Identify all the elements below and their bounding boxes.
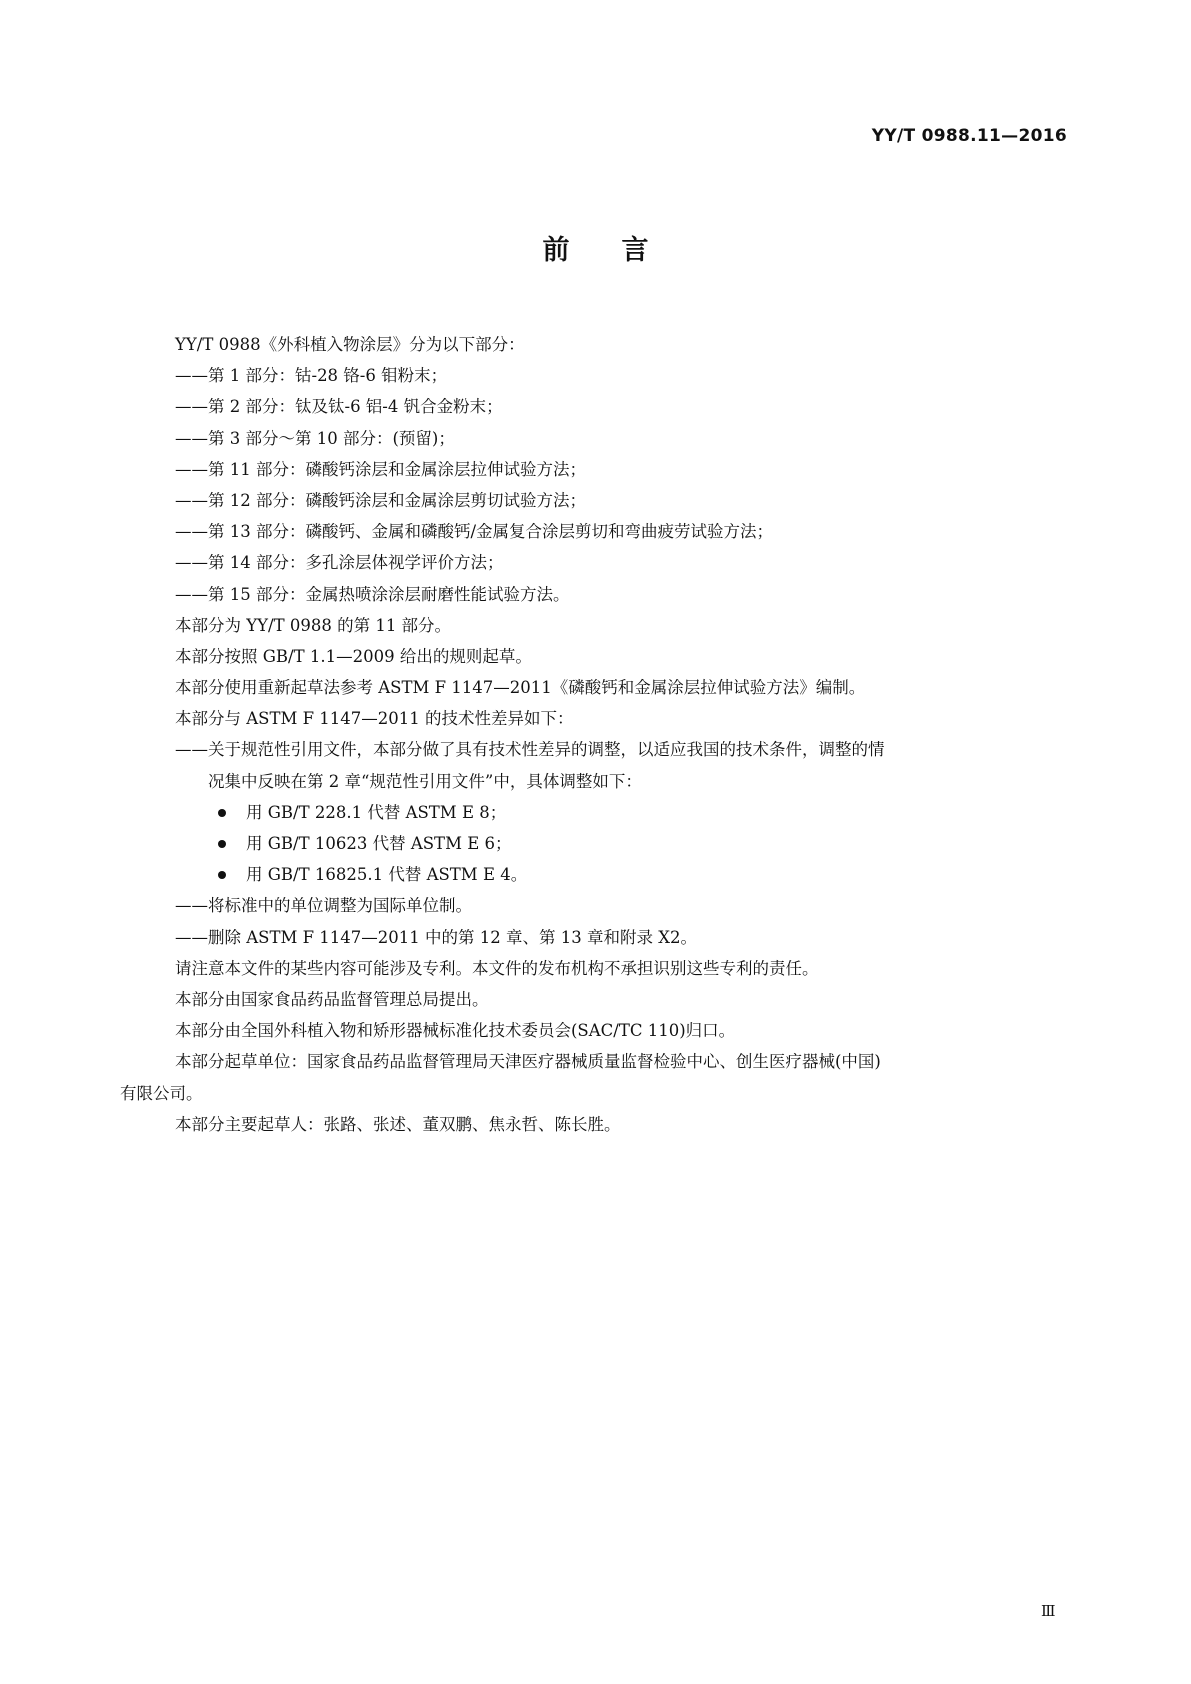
difference-item-1-line-1: ——关于规范性引用文件，本部分做了具有技术性差异的调整，以适应我国的技术条件，调整的情 [175,740,885,760]
drafting-units-line-1: 本部分起草单位：国家食品药品监督管理局天津医疗器械质量监督检验中心、创生医疗器械(中国) [175,1052,881,1072]
bullet-text: 用 GB/T 228.1 代替 ASTM E 8； [246,802,507,822]
parts-intro: YY/T 0988《外科植入物涂层》分为以下部分： [175,335,525,354]
standard-code: YY/T 0988.11—2016 [871,126,1067,146]
bullet-dot-icon [218,840,226,848]
part-item: ——第 2 部分：钛及钛-6 铝-4 钒合金粉末； [175,397,503,417]
patent-notice: 请注意本文件的某些内容可能涉及专利。本文件的发布机构不承担识别这些专利的责任。 [175,958,819,978]
page-number: Ⅲ [1041,1602,1056,1620]
bullet-item [120,797,1070,828]
difference-intro: 本部分与 ASTM F 1147—2011 的技术性差异如下： [175,709,574,729]
drafters: 本部分主要起草人：张路、张述、董双鹏、焦永哲、陈长胜。 [175,1114,621,1134]
bullet-item [120,828,1070,859]
difference-item-3: ——删除 ASTM F 1147—2011 中的第 12 章、第 13 章和附录 X2。 [175,927,697,947]
bullet-text: 用 GB/T 10623 代替 ASTM E 6； [246,834,512,853]
part-item: ——第 1 部分：钴-28 铬-6 钼粉末； [175,366,448,386]
part-item: ——第 15 部分：金属热喷涂涂层耐磨性能试验方法。 [175,584,570,604]
part-item: ——第 14 部分：多孔涂层体视学评价方法； [175,553,504,573]
drafting-rule-statement: 本部分按照 GB/T 1.1—2009 给出的规则起草。 [175,646,532,666]
part-number-statement: 本部分为 YY/T 0988 的第 11 部分。 [175,615,452,635]
redraft-statement: 本部分使用重新起草法参考 ASTM F 1147—2011《磷酸钙和金属涂层拉伸试验方法》编制。 [175,678,866,698]
centralized-by: 本部分由全国外科植入物和矫形器械标准化技术委员会(SAC/TC 110)归口。 [175,1021,736,1041]
difference-item-2: ——将标准中的单位调整为国际单位制。 [175,896,472,916]
difference-item-1-line-2: 况集中反映在第 2 章“规范性引用文件”中，具体调整如下： [208,771,642,791]
foreword-body [120,329,1070,1140]
part-item: ——第 12 部分：磷酸钙涂层和金属涂层剪切试验方法； [175,490,586,510]
bullet-dot-icon [218,809,226,817]
title-char-1: 前 [542,235,570,266]
part-item: ——第 3 部分～第 10 部分：(预留)； [175,428,455,448]
drafting-units-line-2: 有限公司。 [120,1083,203,1103]
part-item: ——第 11 部分：磷酸钙涂层和金属涂层拉伸试验方法； [175,459,586,479]
bullet-text: 用 GB/T 16825.1 代替 ASTM E 4。 [246,865,528,885]
part-item: ——第 13 部分：磷酸钙、金属和磷酸钙/金属复合涂层剪切和弯曲疲劳试验方法； [175,522,774,542]
title-char-2: 言 [621,235,649,266]
proposed-by: 本部分由国家食品药品监督管理总局提出。 [175,989,489,1009]
bullet-item [120,859,1070,890]
page-title [0,228,1191,267]
